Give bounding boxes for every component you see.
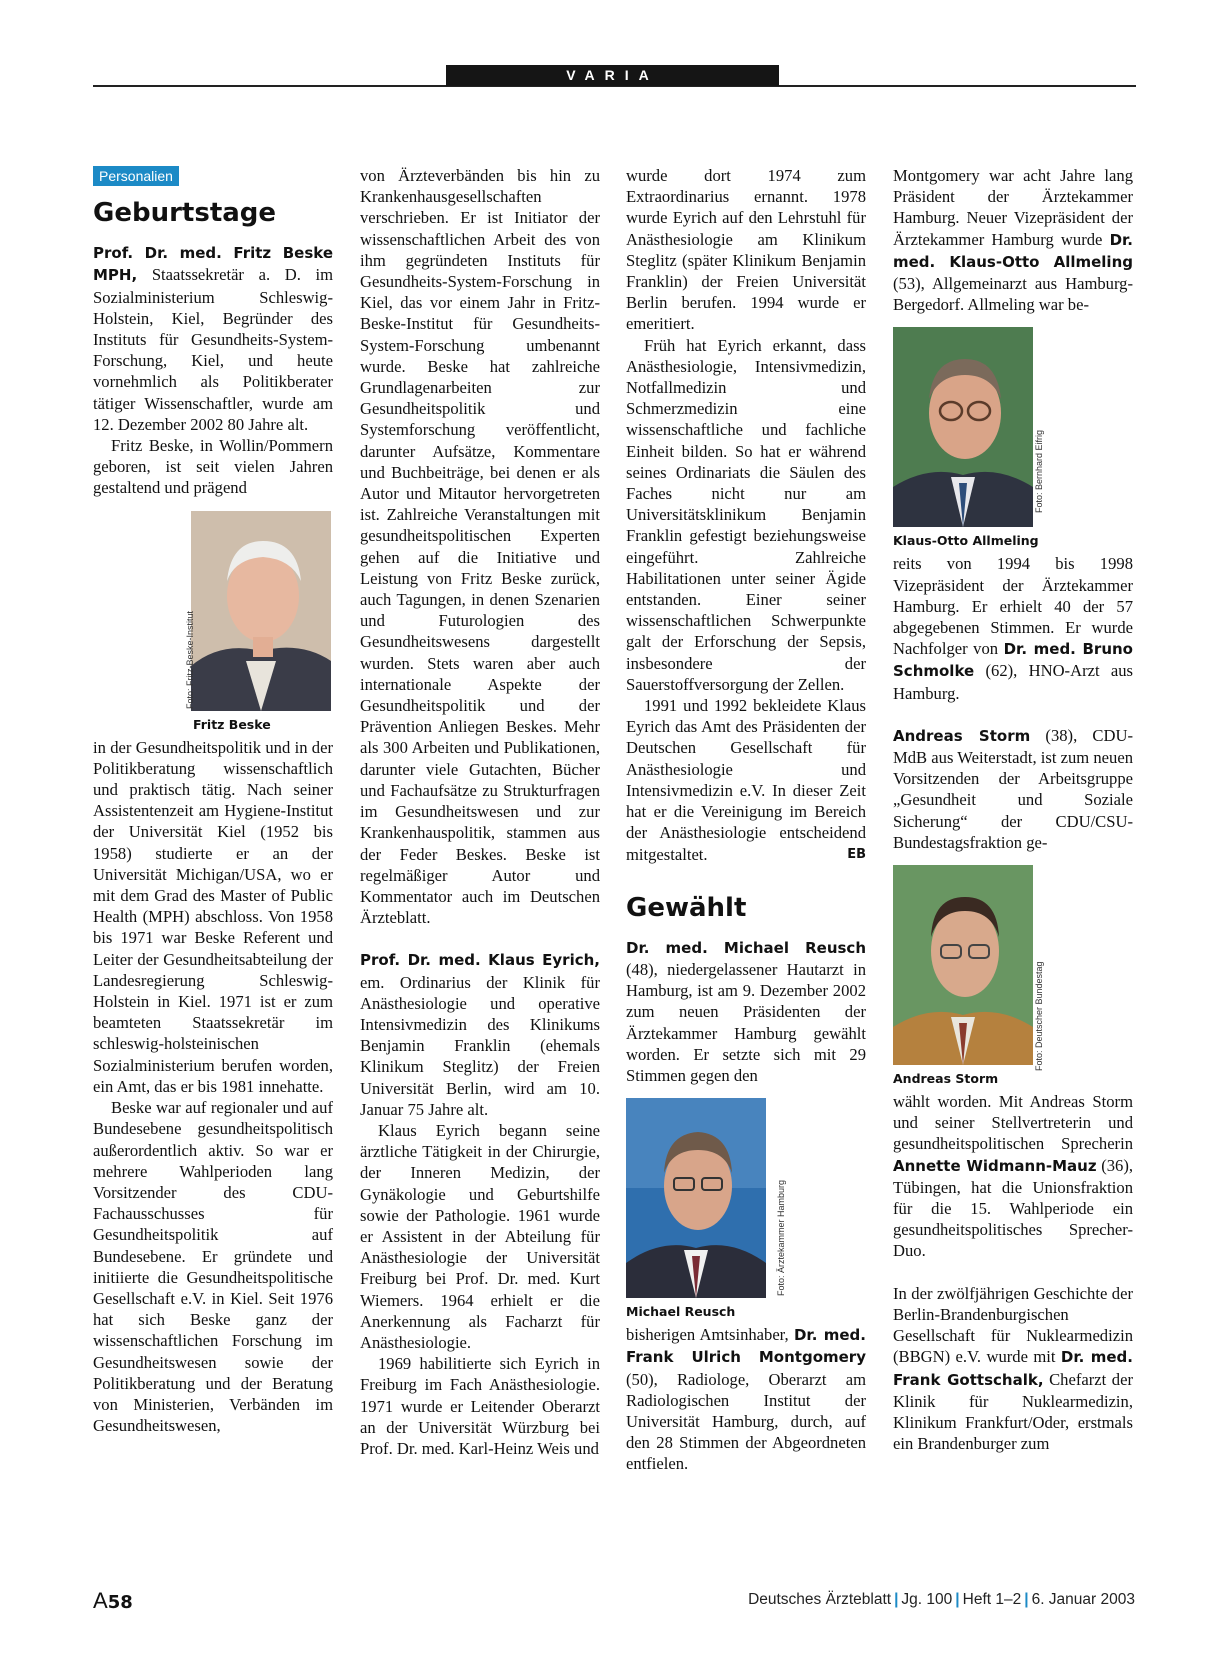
paragraph-text: Chefarzt der Klinik für Nuklearmedizin, Klinikum Frankfurt/Oder, erstmals ein Brandenburger zum <box>893 1369 1133 1454</box>
photo-credit: Foto: Bernhard Eifrig <box>1034 430 1044 514</box>
paragraph <box>893 1091 1133 1262</box>
paragraph-text: (48), niedergelassener Hautarzt in Hamburg, ist am 9. Dezember 2002 zum neuen Präsidenten der Ärztekammer Hamburg gewählt worden. Er setzte sich mit 29 Stimmen gegen den <box>626 959 866 1085</box>
footer-separator: | <box>1024 1591 1029 1608</box>
author-signature: EB <box>847 846 866 862</box>
column-3 <box>626 165 866 1475</box>
page-prefix: A <box>93 1588 108 1613</box>
paragraph-text: em. Ordinarius der Klinik für Anästhesiologie und operative Intensivmedizin des Klinikums Benjamin Franklin (ehemals Klinikum Steglitz) der Freien Universität Berlin, wird am 10. Januar 75 Jahre alt. <box>360 972 600 1119</box>
paragraph-text: reits von 1994 bis 1998 Vizepräsident der Ärztekammer Hamburg. Er erhielt 40 der 57 abgegebenen Stimmen. Er wurde Nachfolger von <box>893 554 1133 659</box>
paragraph <box>626 695 866 865</box>
photo-fritz-beske <box>93 511 333 731</box>
photo-caption: Andreas Storm <box>893 1071 999 1087</box>
paragraph <box>626 937 866 1086</box>
photo-caption: Fritz Beske <box>193 716 271 732</box>
column-2 <box>360 165 600 1459</box>
paragraph-text: Montgomery war acht Jahre lang Präsident der Ärztekammer Hamburg. Neuer Vizepräsident der Ärztekammer Hamburg wurde <box>893 166 1133 249</box>
person-name: Dr. med. Frank Ulrich Montgomery <box>626 1326 866 1367</box>
person-name: Dr. med. Frank Gottschalk, <box>893 1348 1133 1389</box>
paragraph: Früh hat Eyrich erkannt, dass Anästhesiologie, Intensivmedizin, Notfallmedizin und Schmerzmedizin eine wissenschaftliche und fachliche Einheit bilden. So hat er während seines Ordinariats die Säulen des Faches nicht nur am Universitätsklinikum Benjamin Franklin gefestigt beziehungsweise eingeführt. Zahlreiche Habilitationen unter seiner Ägide entstanden. Einer seiner wissenschaftlichen Schwerpunkte galt der Erforschung der Sepsis, insbesondere der Sauerstoffversorgung der Zellen. <box>626 335 866 694</box>
paragraph <box>626 1324 866 1474</box>
photo-credit: Foto: Ärztekammer Hamburg <box>776 1180 786 1297</box>
paragraph <box>893 553 1133 703</box>
person-name: Annette Widmann-Mauz <box>893 1156 1097 1175</box>
person-name: Dr. med. Bruno Schmolke <box>893 640 1133 681</box>
section-header: VARIA <box>446 65 779 86</box>
paragraph-text: (36), Tübingen, hat die Unionsfraktion für die 15. Wahlperiode ein gesundheitspolitisches Sprecher-Duo. <box>893 1155 1133 1261</box>
person-name: Dr. med. Klaus-Otto Allmeling <box>893 230 1133 271</box>
paragraph: Klaus Eyrich begann seine ärztliche Tätigkeit in der Chirurgie, der Inneren Medizin, der Gynäkologie und Geburtshilfe sowie der Pathologie. 1961 wurde er Assistent in der Abteilung für Anästhesiologie der Universität Freiburg bei Prof. Dr. med. Kurt Wiemers. 1964 erhielt er die Anerkennung als Facharzt für Anästhesiologie. <box>360 1120 600 1352</box>
column-1 <box>93 165 333 1436</box>
paragraph: von Ärzteverbänden bis hin zu Krankenhausgesellschaften verschrieben. Er ist Initiator der wissenschaftlichen Arbeit des von ihm gegründeten Instituts für Gesundheits-System-Forschung in Kiel, das vor einem Jahr in Fritz-Beske-Institut für Gesundheits-System-Forschung umbenannt wurde. Beske hat zahlreiche Grundlagenarbeiten zur Gesundheitspolitik und Systemforschung veröffentlicht, darunter Aufsätze, Kommentare und Buchbeiträge, bei denen er als Autor und Mitautor hervorgetreten ist. Zahlreiche Veranstaltungen mit gesundheitspolitischen Experten gehen auf die Initiative und Leistung von Fritz Beske zurück, auch Tagungen, in denen Szenarien und Futurologien des Gesundheitswesens dargestellt wurden. Stets waren aber auch internationale Aspekte der Gesundheitspolitik und der Prävention Anliegen Beskes. Mehr als 300 Arbeiten und Publikationen, darunter viele Gutachten, Bücher und Fachaufsätze zu Strukturfragen im Gesundheitswesen und zur Krankenhauspolitik, stammen aus der Feder Beskes. Beske ist regelmäßiger Autor und Kommentator auch im Deutschen Ärzteblatt. <box>360 166 600 928</box>
paragraph-text: bisherigen Amtsinhaber, <box>626 1325 794 1345</box>
journal-volume: Jg. 100 <box>901 1591 953 1608</box>
photo-andreas-storm <box>893 865 1133 1085</box>
photo-caption: Klaus-Otto Allmeling <box>893 533 1039 549</box>
page-number-value: 58 <box>107 1592 133 1613</box>
paragraph: wurde dort 1974 zum Extraordinarius ernannt. 1978 wurde Eyrich auf den Lehrstuhl für Anästhesiologie am Klinikum Steglitz (später Klinikum Benjamin Franklin) der Freien Universität Berlin berufen. 1994 wurde er emeritiert. <box>626 166 866 334</box>
paragraph-text: (38), CDU-MdB aus Weiterstadt, ist zum neuen Vorsitzenden der Arbeitsgruppe „Gesundheit und Soziale Sicherung“ der CDU/CSU-Bundestagsfraktion ge- <box>893 725 1133 852</box>
paragraph-text: wählt worden. Mit Andreas Storm und seiner Stellvertreterin und gesundheitspolitischen Sprecherin <box>893 1092 1133 1154</box>
journal-name: Deutsches Ärzteblatt <box>748 1591 892 1608</box>
portrait-image <box>191 511 331 711</box>
heading-geburtstage: Geburtstage <box>93 198 277 229</box>
person-name: Andreas Storm <box>893 726 1031 745</box>
journal-issue: Heft 1–2 <box>962 1591 1022 1608</box>
person-name: Prof. Dr. med. Klaus Eyrich, <box>360 951 600 970</box>
photo-credit: Foto: Deutscher Bundestag <box>1034 961 1044 1072</box>
photo-credit: Foto: Fritz-Beske-Institut <box>185 610 195 709</box>
footer-citation <box>748 1591 1135 1609</box>
paragraph <box>893 165 1133 315</box>
paragraph-text: (50), Radiologe, Oberarzt am Radiologischen Institut der Universität Hamburg, durch, auf den 28 Stimmen der Abgeordneten entfielen. <box>626 1369 866 1474</box>
paragraph <box>893 725 1133 853</box>
paragraph <box>893 1283 1133 1455</box>
person-name: Prof. Dr. med. Fritz Beske MPH, <box>93 244 333 285</box>
paragraph-text: In der zwölfjährigen Geschichte der Berlin-Brandenburgischen Gesellschaft für Nuklearmedizin (BBGN) e.V. wurde mit <box>893 1283 1133 1367</box>
photo-michael-reusch <box>626 1098 866 1318</box>
footer-separator: | <box>894 1591 899 1608</box>
column-4 <box>893 165 1133 1454</box>
paragraph-text: (62), HNO-Arzt aus Hamburg. <box>893 661 1133 703</box>
photo-klaus-otto-allmeling <box>893 327 1133 547</box>
paragraph <box>93 242 333 435</box>
paragraph <box>360 949 600 1120</box>
paragraph: 1969 habilitierte sich Eyrich in Freiburg im Fach Anästhesiologie. 1971 wurde er Leitender Oberarzt an der Universität Würzburg bei Prof. Dr. med. Karl-Heinz Weis und <box>360 1354 600 1458</box>
page-number <box>93 1588 133 1614</box>
paragraph: in der Gesundheitspolitik und in der Politikberatung wissenschaftlich und praktisch tätig. Nach seiner Assistentenzeit am Hygiene-Institut der Universität Kiel (1952 bis 1958) studierte er an der Universität Michigan/USA, wo er mit dem Grad des Master of Public Health (MPH) abschloss. Von 1958 bis 1971 war Beske Referent und Leiter der Gesundheitsabteilung der Landesregierung Schleswig-Holstein in Kiel. 1971 ist er zum beamteten Staatssekretär im schleswig-holsteinischen Sozialministerium berufen worden, ein Amt, das er bis 1981 innehatte. <box>93 737 333 1096</box>
kicker-personalien: Personalien <box>93 166 179 186</box>
person-name: Dr. med. Michael Reusch <box>626 938 866 957</box>
paragraph-text: (53), Allgemeinarzt aus Hamburg-Bergedorf. Allmeling war be- <box>893 274 1133 315</box>
photo-caption: Michael Reusch <box>626 1304 736 1320</box>
paragraph: Fritz Beske, in Wollin/Pommern geboren, ist seit vielen Jahren gestaltend und prägend <box>93 436 333 498</box>
portrait-image <box>893 327 1033 527</box>
paragraph-text: Staatssekretär a. D. im Sozialministerium Schleswig-Holstein, Kiel, Begründer des Instituts für Gesundheits-System-Forschung, Kiel, und heute vornehmlich als Politikberater tätiger Wissenschaftler, wurde am 12. Dezember 2002 80 Jahre alt. <box>93 265 333 434</box>
paragraph-text: 1991 und 1992 bekleidete Klaus Eyrich das Amt des Präsidenten der Deutschen Gesellschaft für Anästhesiologie und Intensivmedizin e.V. In dieser Zeit hat er die Vereinigung im Bereich der Anästhesiologie entscheidend mitgestaltet. <box>626 696 866 864</box>
paragraph: Beske war auf regionaler und auf Bundesebene gesundheitspolitisch außerordentlich aktiv. So war er mehrere Wahlperioden lang Vorsitzender des CDU-Fachausschusses für Gesundheitspolitik auf Bundesebene. Er gründete und initiierte die Gesundheitspolitische Gesellschaft e.V. in Kiel. Seit 1976 hat sich Beske ganz der wissenschaftlichen Forschung im Gesundheitswesen sowie der Politikberatung und der Beratung von Ministerien, Verbänden im Gesundheitswesen, <box>93 1098 333 1436</box>
footer-separator: | <box>955 1591 960 1608</box>
journal-date: 6. Januar 2003 <box>1031 1591 1135 1608</box>
heading-gewaehlt: Gewählt <box>626 892 747 923</box>
portrait-image <box>893 865 1033 1065</box>
portrait-image <box>626 1098 766 1298</box>
